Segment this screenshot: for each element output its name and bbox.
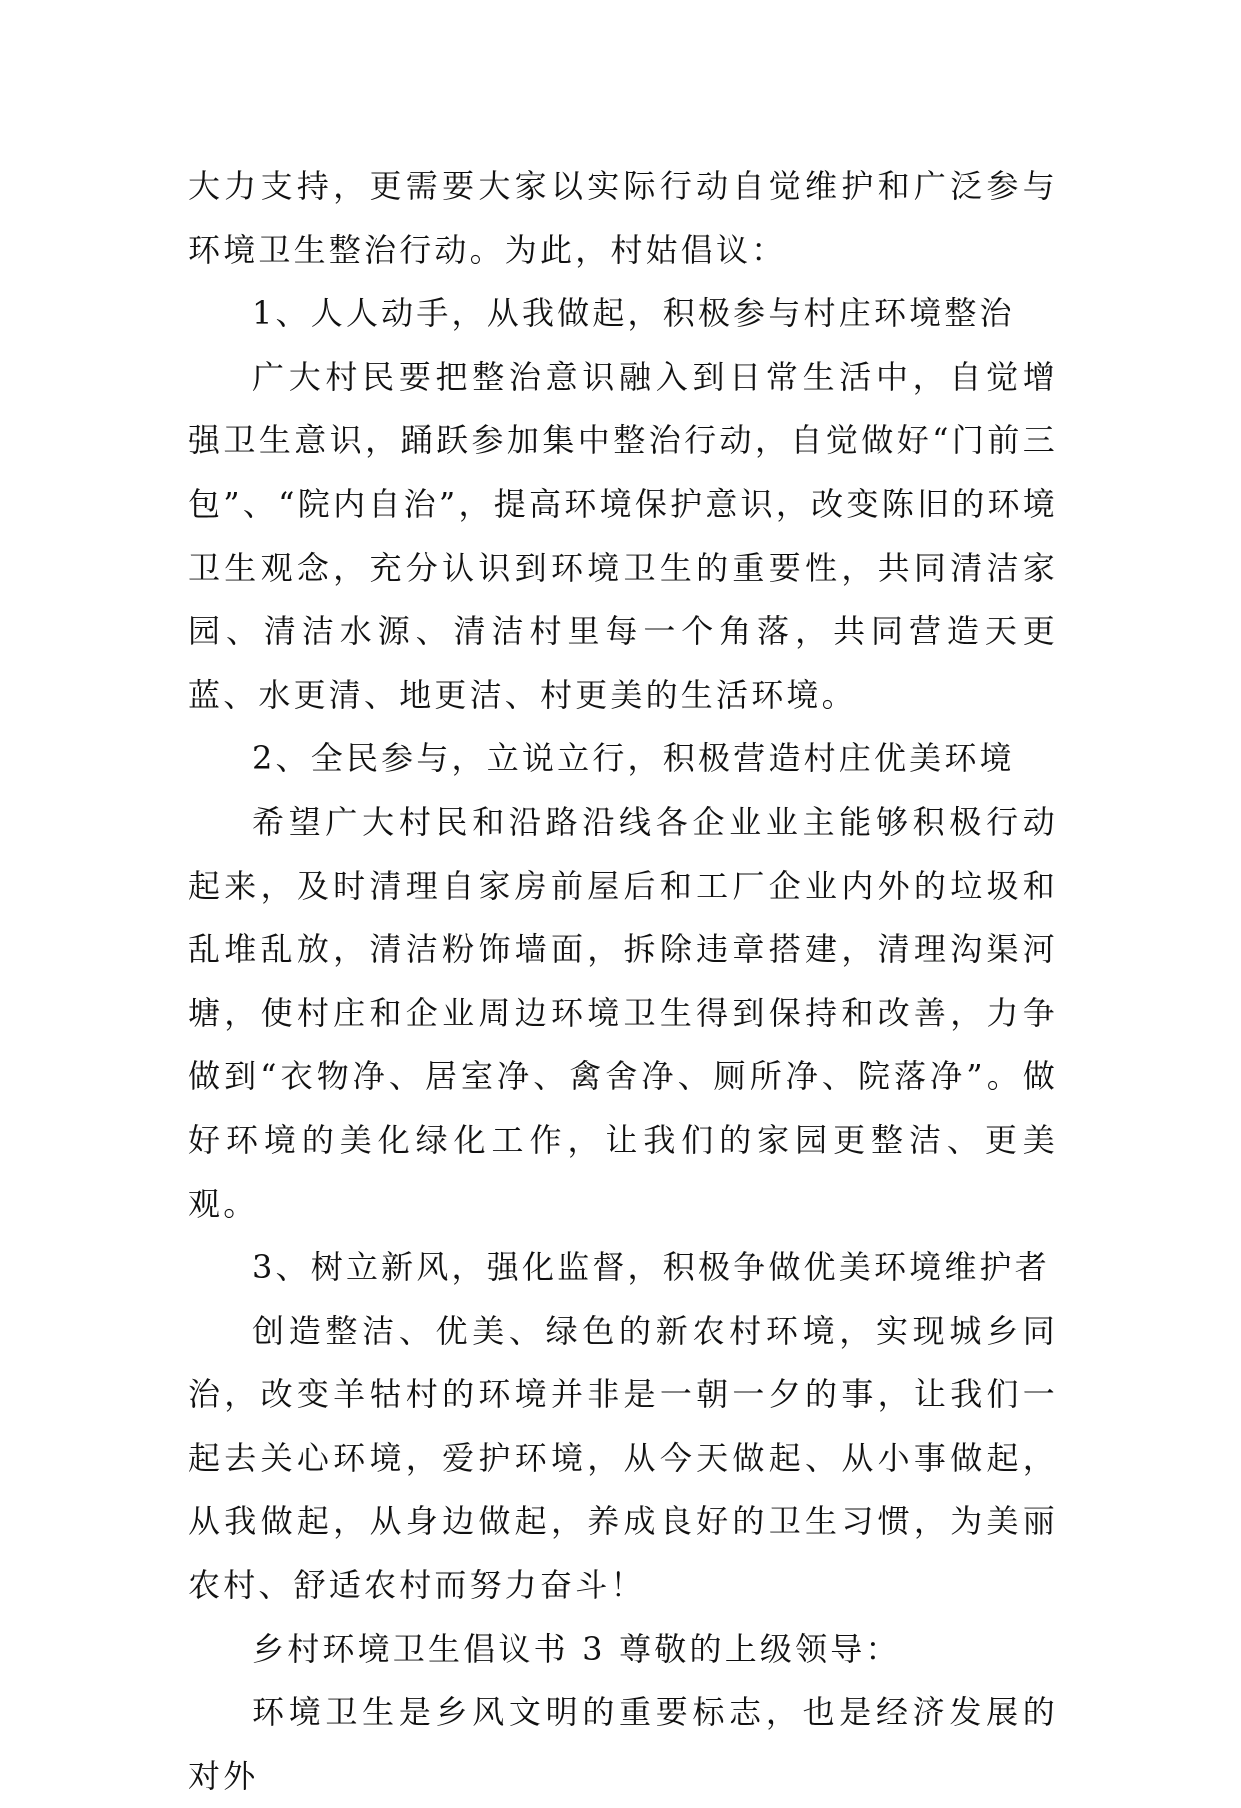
paragraph-section-3-body: 环境卫生是乡风文明的重要标志，也是经济发展的对外 <box>188 1693 1058 1795</box>
heading-item-1: 1、人人动手，从我做起，积极参与村庄环境整治 <box>252 294 1015 333</box>
paragraph-item-2-body: 希望广大村民和沿路沿线各企业业主能够积极行动起来，及时清理自家房前屋后和工厂企业内外的垃圾和乱堆乱放，清洁粉饰墙面，拆除违章搭建，清理沟渠河塘，使村庄和企业周边环境卫生得到保持和改善，力争做到“衣物净、居室净、禽舍净、厕所净、院落净”。做好环境的美化绿化工作，让我们的家园更整洁、更美观。 <box>188 802 1058 1223</box>
paragraph-item-3-body: 创造整洁、优美、绿色的新农村环境，实现城乡同治，改变羊牯村的环境并非是一朝一夕的事，让我们一起去关心环境，爱护环境，从今天做起、从小事做起，从我做起，从身边做起，养成良好的卫生习惯，为美丽农村、舒适农村而努力奋斗！ <box>188 1311 1058 1605</box>
document-body <box>188 155 1058 1808</box>
paragraph-continuation: 大力支持，更需要大家以实际行动自觉维护和广泛参与环境卫生整治行动。为此，村姑倡议： <box>188 167 1058 269</box>
paragraph-item-1-body: 广大村民要把整治意识融入到日常生活中，自觉增强卫生意识，踊跃参加集中整治行动，自觉做好“门前三包”、“院内自治”，提高环境保护意识，改变陈旧的环境卫生观念，充分认识到环境卫生的重要性，共同清洁家园、清洁水源、清洁村里每一个角落，共同营造天更蓝、水更清、地更洁、村更美的生活环境。 <box>188 357 1058 714</box>
heading-item-3: 3、树立新风，强化监督，积极争做优美环境维护者 <box>252 1248 1050 1287</box>
section-title-3: 乡村环境卫生倡议书 3 尊敬的上级领导： <box>252 1629 901 1668</box>
heading-item-2: 2、全民参与，立说立行，积极营造村庄优美环境 <box>252 739 1015 778</box>
